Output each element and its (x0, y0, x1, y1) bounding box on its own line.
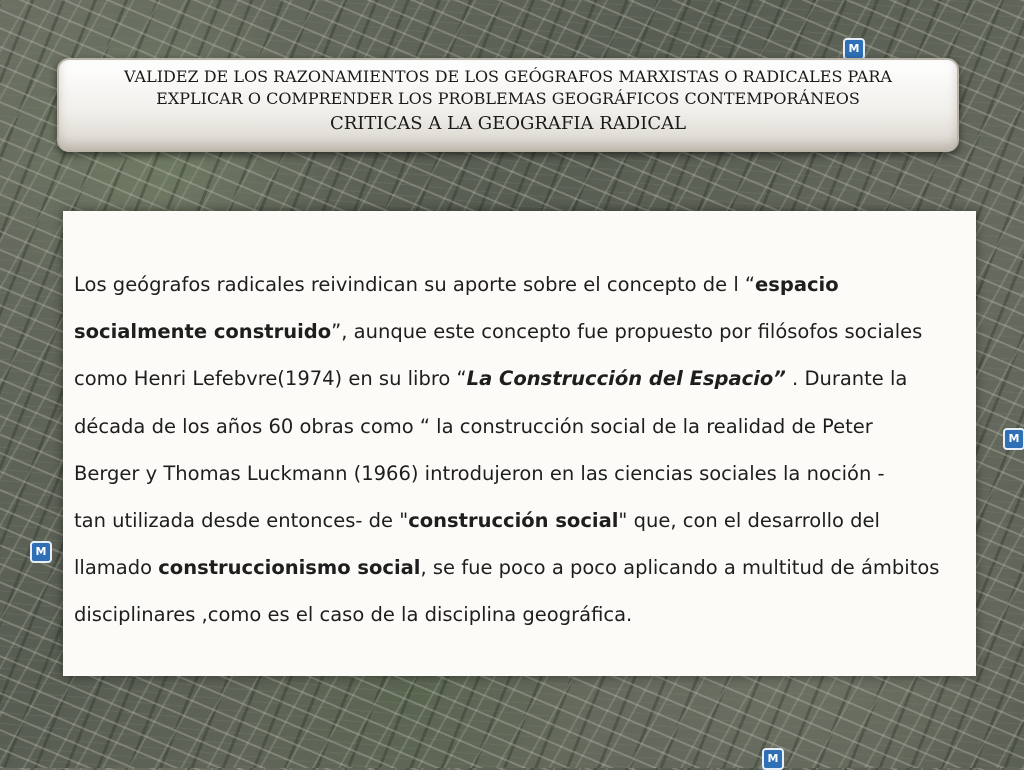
body-line (74, 261, 974, 308)
body-line: disciplinares ,como es el caso de la disciplina geográfica. (74, 603, 633, 627)
text-run: tan utilizada desde entonces- de " (74, 509, 409, 533)
bold-term: construcción social (408, 509, 619, 533)
text-run: " que, con el desarrollo del (618, 509, 880, 533)
body-paragraph (74, 261, 974, 639)
metro-station-icon: M (762, 748, 784, 770)
body-line (74, 355, 974, 402)
bold-term: espacio (755, 273, 839, 296)
text-run: Los geógrafos radicales reivindican su aporte sobre el concepto de l “ (74, 273, 756, 296)
content-panel (63, 211, 976, 676)
text-run: ”, aunque este concepto fue propuesto por filósofos sociales (331, 320, 923, 344)
bold-term: construccionismo social (158, 556, 421, 580)
title-line-2: EXPLICAR O COMPRENDER LOS PROBLEMAS GEOGRÁFICOS CONTEMPORÁNEOS (156, 89, 860, 108)
book-title: La Construcción del Espacio” (466, 367, 786, 391)
text-run: , se fue poco a poco aplicando a multitud de ámbitos (420, 556, 940, 580)
title-line-1: VALIDEZ DE LOS RAZONAMIENTOS DE LOS GEÓGRAFOS MARXISTAS O RADICALES PARA (124, 67, 892, 86)
metro-station-icon: M (1003, 428, 1024, 450)
text-run: llamado (74, 556, 159, 580)
bold-term: socialmente construido (74, 320, 332, 344)
text-run: . Durante la (785, 367, 908, 391)
subtitle: CRITICAS A LA GEOGRAFIA RADICAL (329, 113, 687, 134)
body-line (74, 497, 974, 544)
body-line (74, 544, 974, 591)
title-banner (57, 58, 959, 152)
text-run: como Henri Lefebvre(1974) en su libro “ (74, 367, 467, 391)
metro-station-icon: M (843, 38, 865, 60)
body-line: Berger y Thomas Luckmann (1966) introdujeron en las ciencias sociales la noción - (74, 461, 885, 485)
body-line: década de los años 60 obras como “ la construcción social de la realidad de Peter (74, 414, 873, 438)
body-line (74, 308, 974, 355)
metro-station-icon: M (30, 541, 52, 563)
